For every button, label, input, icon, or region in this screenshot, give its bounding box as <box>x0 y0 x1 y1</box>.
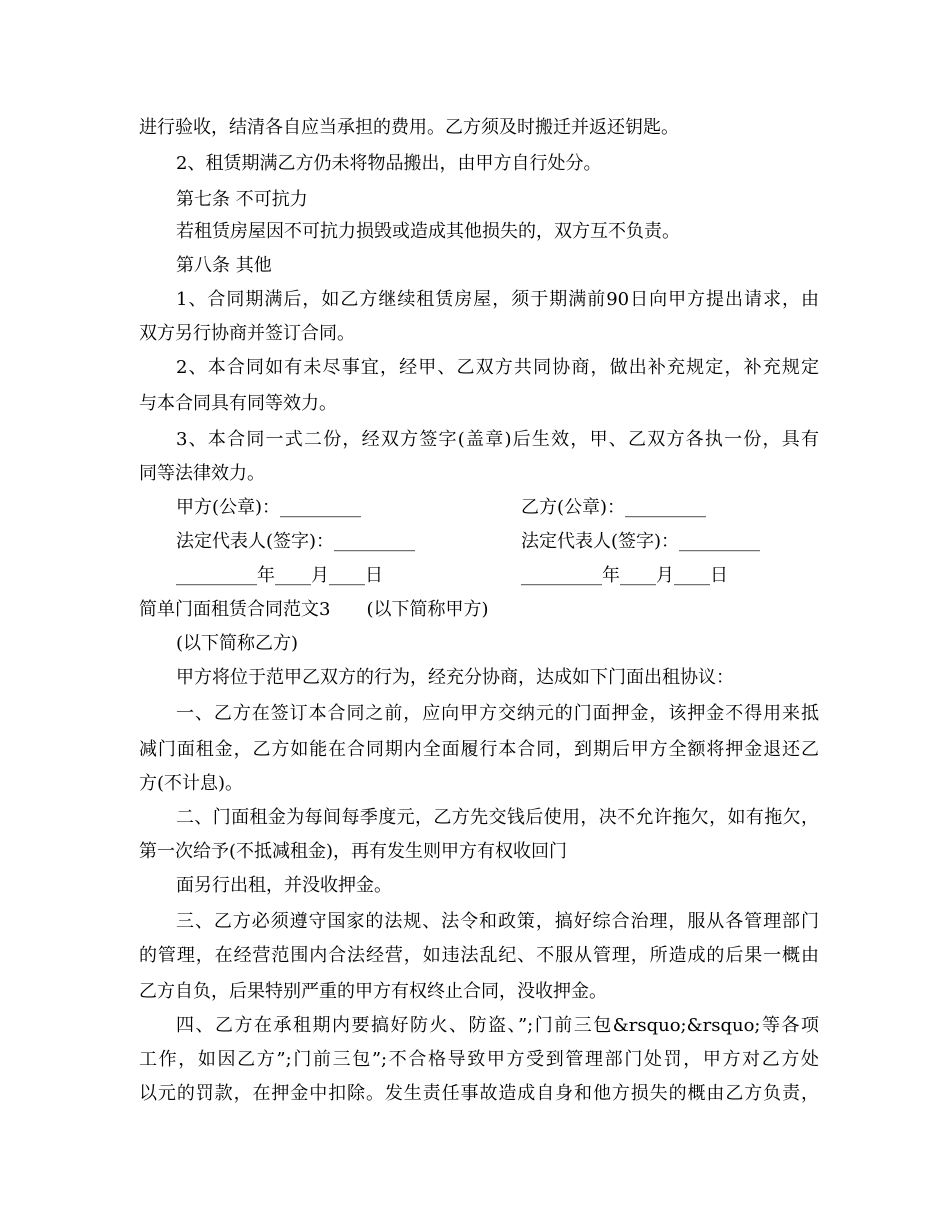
party-a-seal: 甲方(公章)：_________ <box>176 497 362 518</box>
paragraph-line: 三、乙方必须遵守国家的法规、法令和政策，搞好综合治理，服从各管理部门 <box>176 911 819 932</box>
article-heading: 第七条 不可抗力 <box>176 189 308 210</box>
paragraph-line: 双方另行协商并签订合同。 <box>139 323 355 344</box>
paragraph-line: 第一次给予(不抵减租金)，再有发生则甲方有权收回门 <box>139 841 568 862</box>
paragraph-line: 一、乙方在签订本合同之前，应向甲方交纳元的门面押金，该押金不得用来抵 <box>176 703 819 724</box>
party-b-seal: 乙方(公章)：_________ <box>521 497 707 518</box>
paragraph-line: 的管理，在经营范围内合法经营，如违法乱纪、不服从管理，所造成的后果一概由 <box>139 945 819 966</box>
paragraph-line: 同等法律效力。 <box>139 463 265 484</box>
paragraph-line: (以下简称乙方) <box>176 633 299 654</box>
paragraph-line: 1、合同期满后，如乙方继续租赁房屋，须于期满前90日向甲方提出请求，由 <box>176 289 819 310</box>
paragraph-line: 方(不计息)。 <box>139 773 244 794</box>
paragraph-line: 四、乙方在承租期内要搞好防火、防盗、”;门前三包&rsquo;&rsquo;等各项 <box>176 1015 819 1036</box>
paragraph-line: 工作，如因乙方”;门前三包”;不合格导致甲方受到管理部门处罚，甲方对乙方处 <box>139 1049 819 1070</box>
paragraph-line: 进行验收，结清各自应当承担的费用。乙方须及时搬迁并返还钥匙。 <box>139 117 679 138</box>
paragraph-line: 以元的罚款，在押金中扣除。发生责任事故造成自身和他方损失的概由乙方负责， <box>139 1083 819 1104</box>
paragraph-line: 减门面租金，乙方如能在合同期内全面履行本合同，到期后甲方全额将押金退还乙 <box>139 739 819 760</box>
paragraph-line: 与本合同具有同等效力。 <box>139 393 337 414</box>
paragraph-line: 面另行出租，并没收押金。 <box>176 875 392 896</box>
party-b-representative: 法定代表人(签字)：_________ <box>521 531 761 552</box>
section-title: 简单门面租赁合同范文3 (以下简称甲方) <box>139 599 489 620</box>
party-b-date: _________年____月____日 <box>521 565 728 586</box>
party-a-representative: 法定代表人(签字)：_________ <box>176 531 416 552</box>
paragraph-line: 2、租赁期满乙方仍未将物品搬出，由甲方自行处分。 <box>176 153 602 174</box>
paragraph-line: 二、门面租金为每间每季度元，乙方先交钱后使用，决不允许拖欠，如有拖欠， <box>176 807 819 828</box>
paragraph-line: 乙方自负，后果特别严重的甲方有权终止合同，没收押金。 <box>139 981 607 1002</box>
paragraph-line: 若租赁房屋因不可抗力损毁或造成其他损失的，双方互不负责。 <box>176 221 680 242</box>
party-a-date: _________年____月____日 <box>176 565 383 586</box>
paragraph-line: 2、本合同如有未尽事宜，经甲、乙双方共同协商，做出补充规定，补充规定 <box>176 357 819 378</box>
paragraph-line: 3、本合同一式二份，经双方签字(盖章)后生效，甲、乙双方各执一份，具有 <box>176 429 819 450</box>
article-heading: 第八条 其他 <box>176 255 272 276</box>
paragraph-line: 甲方将位于范甲乙双方的行为，经充分协商，达成如下门面出租协议： <box>176 667 734 688</box>
